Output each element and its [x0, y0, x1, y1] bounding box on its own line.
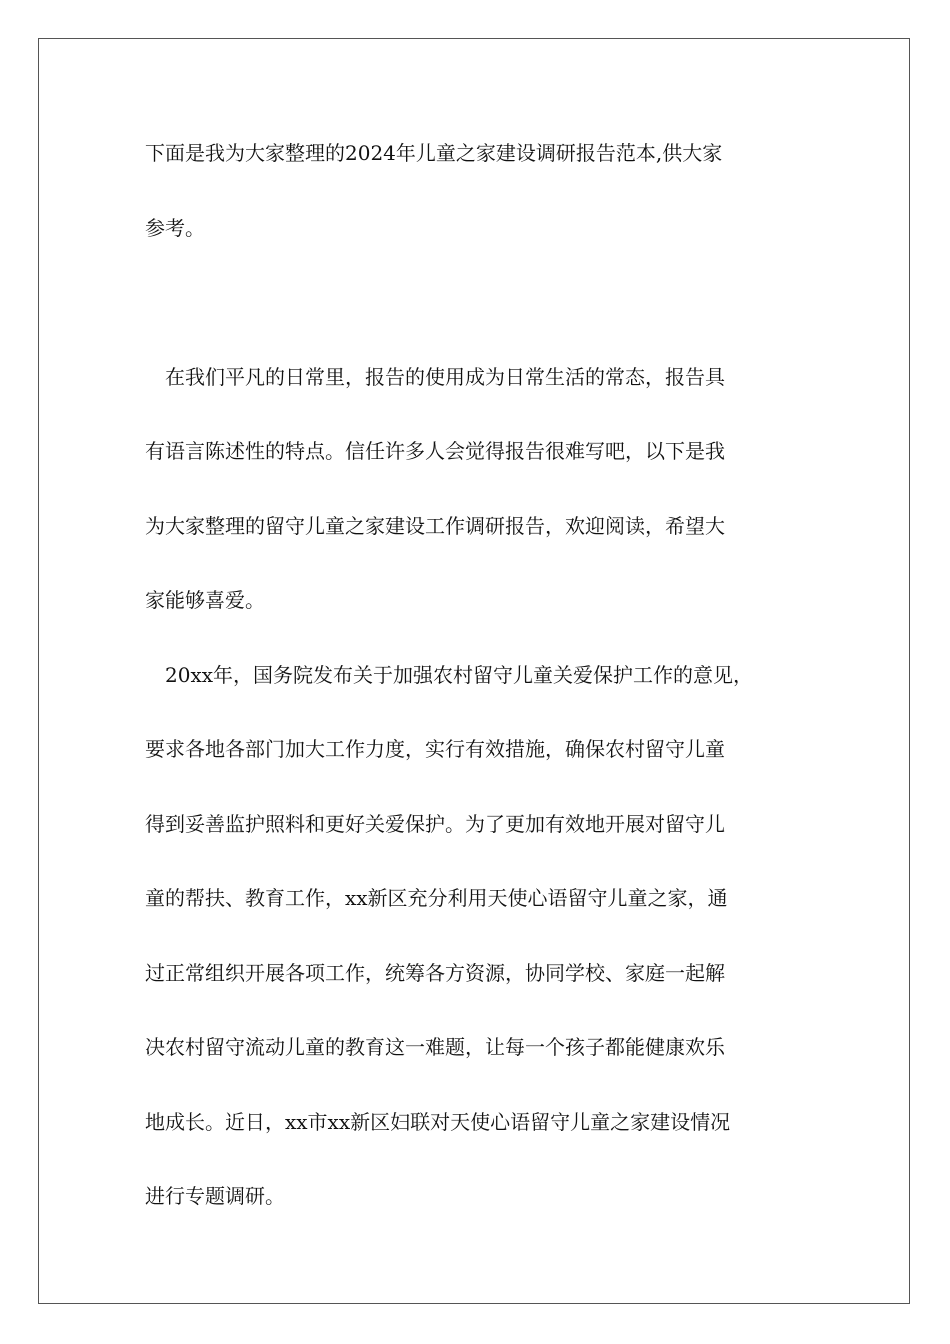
text-line: 童的帮扶、教育工作，xx新区充分利用天使心语留守儿童之家，通	[145, 886, 728, 910]
text-line: 下面是我为大家整理的2024年儿童之家建设调研报告范本,供大家	[145, 141, 723, 165]
text-line: 参考。	[145, 216, 205, 240]
text-line: 得到妥善监护照料和更好关爱保护。为了更加有效地开展对留守儿	[145, 812, 725, 836]
text-line: 有语言陈述性的特点。信任许多人会觉得报告很难写吧，以下是我	[145, 439, 725, 463]
text-line: 家能够喜爱。	[145, 588, 265, 612]
text-line: 在我们平凡的日常里，报告的使用成为日常生活的常态，报告具	[145, 365, 725, 389]
text-line: 20xx年，国务院发布关于加强农村留守儿童关爱保护工作的意见，	[145, 663, 754, 687]
text-line: 决农村留守流动儿童的教育这一难题，让每一个孩子都能健康欢乐	[145, 1035, 725, 1059]
text-line: 进行专题调研。	[145, 1184, 285, 1208]
text-line: 过正常组织开展各项工作，统筹各方资源，协同学校、家庭一起解	[145, 961, 725, 985]
text-line: 为大家整理的留守儿童之家建设工作调研报告，欢迎阅读，希望大	[145, 514, 725, 538]
text-line: 地成长。近日，xx市xx新区妇联对天使心语留守儿童之家建设情况	[145, 1110, 731, 1134]
text-line: 要求各地各部门加大工作力度，实行有效措施，确保农村留守儿童	[145, 737, 725, 761]
